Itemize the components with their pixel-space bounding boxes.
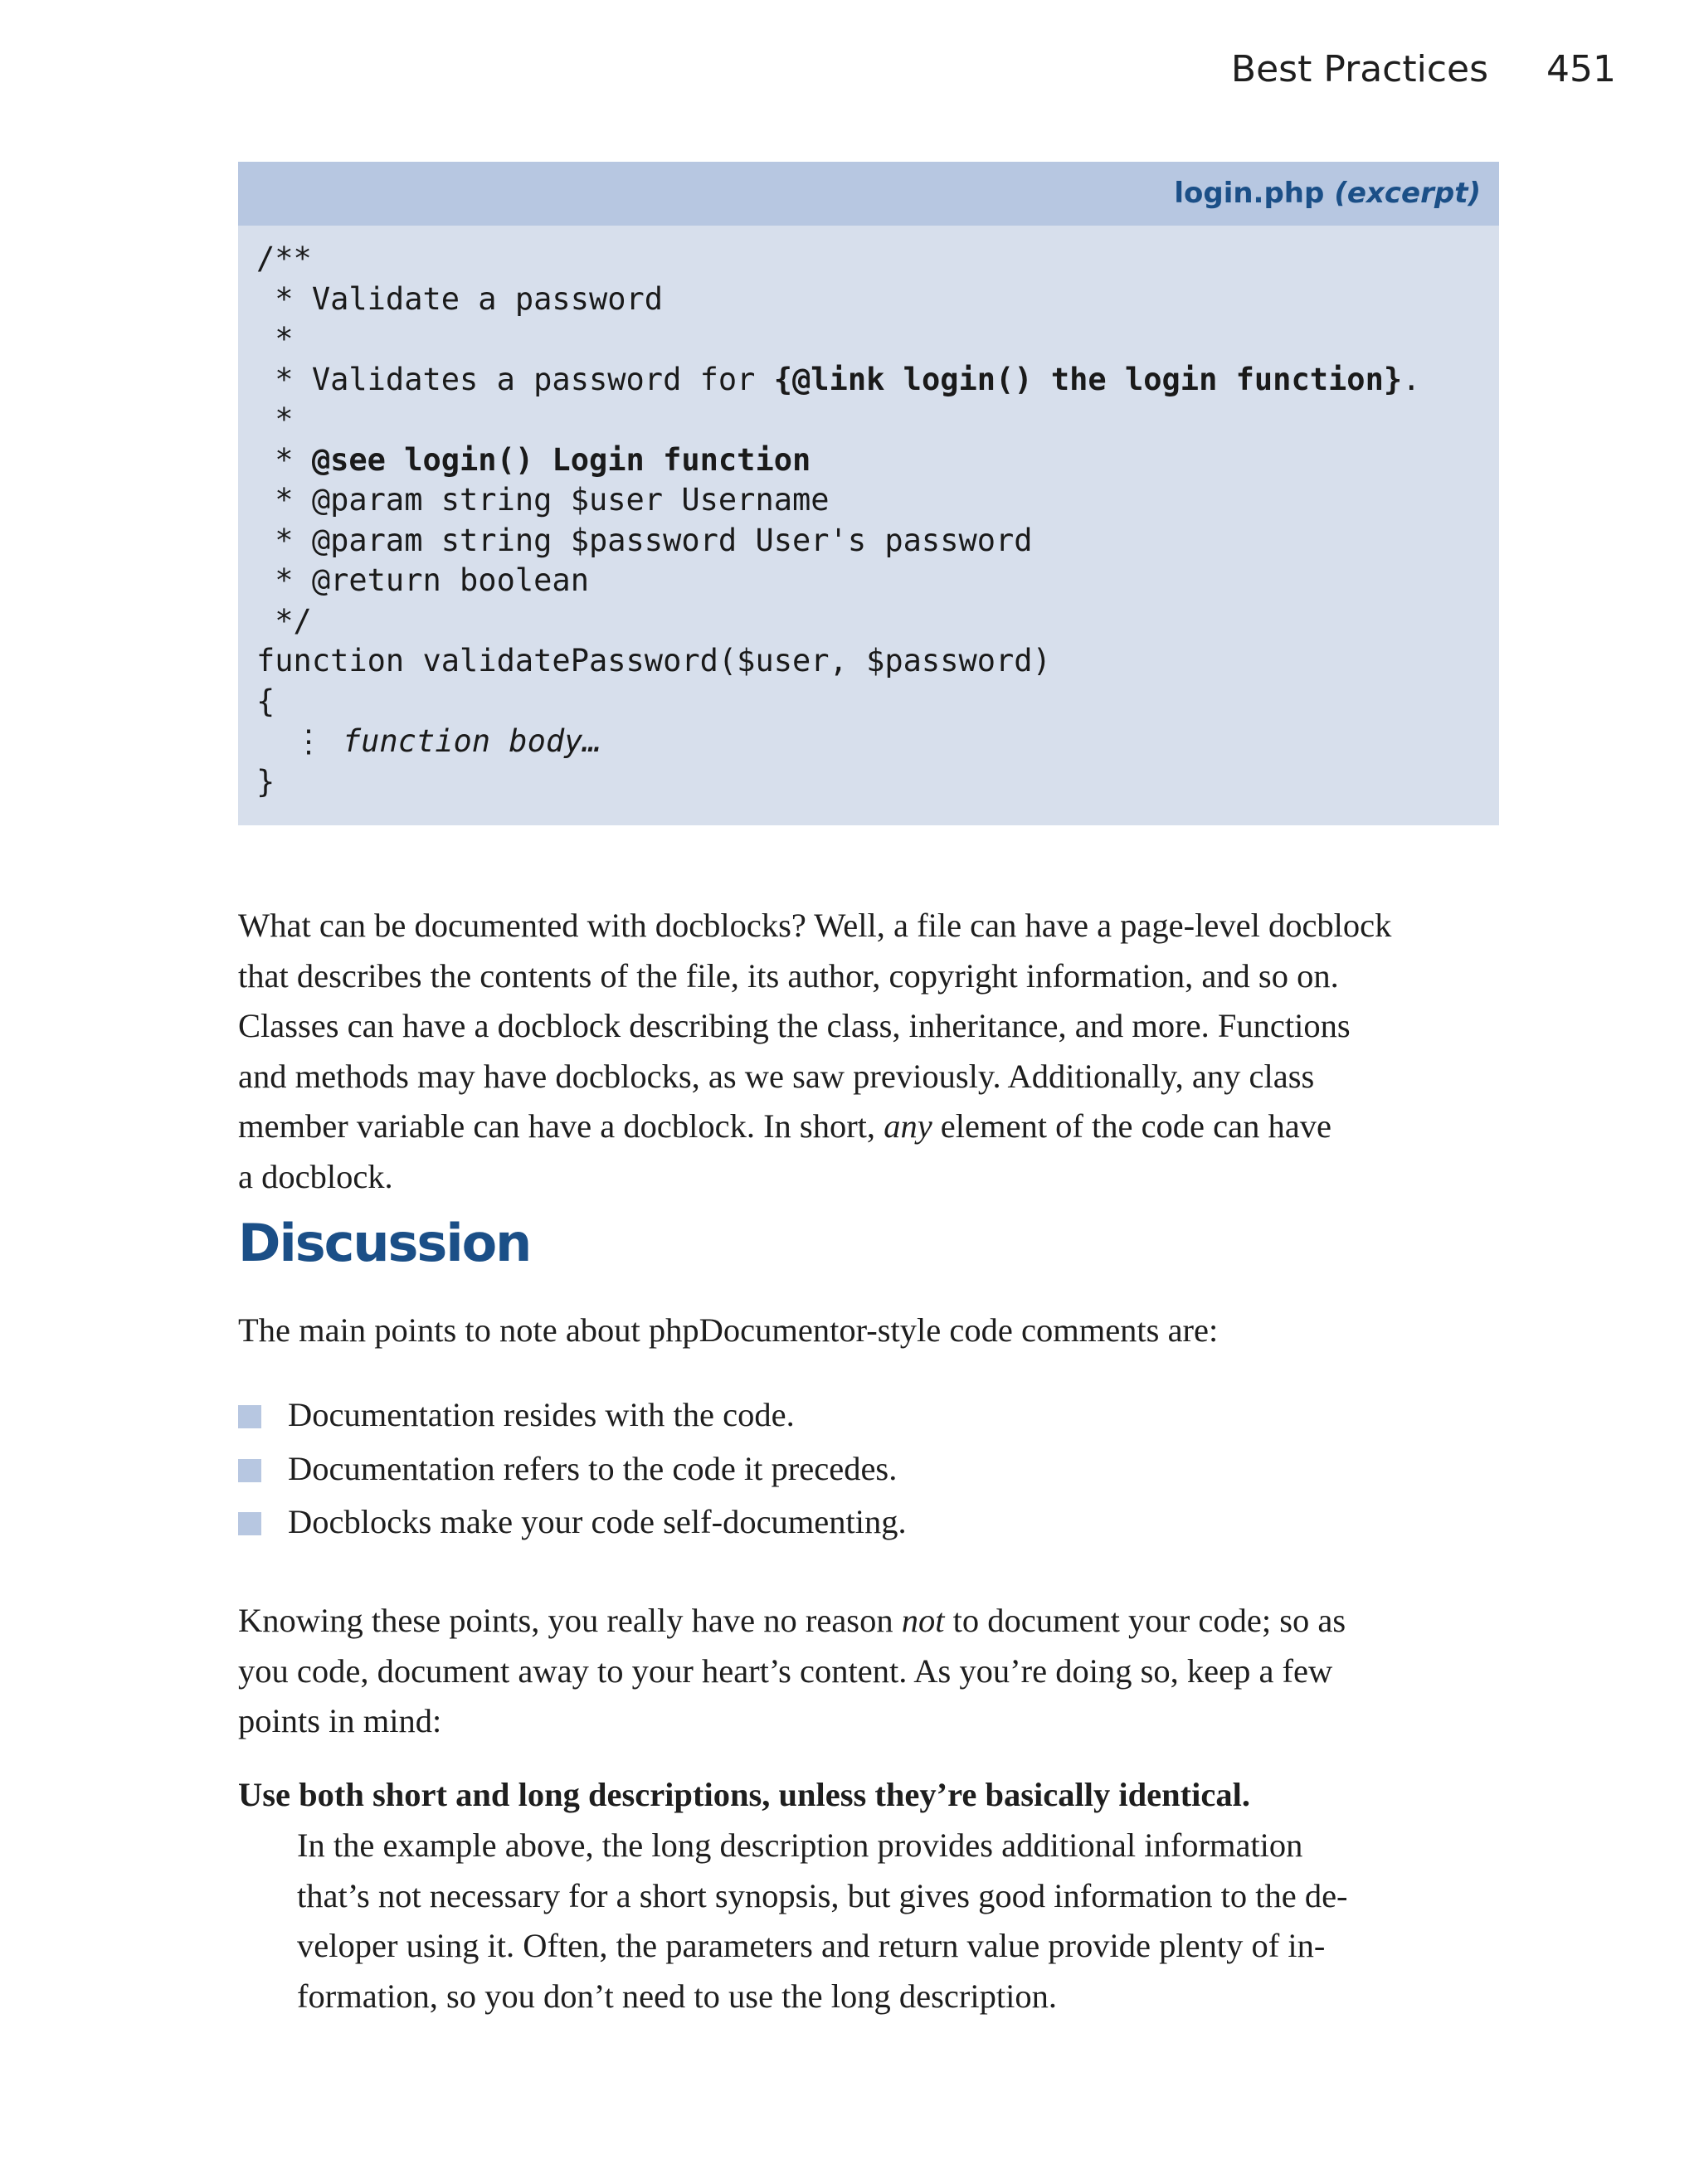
text-run: that’s not necessary for a short synopsis, but gives good information to the de- xyxy=(297,1876,1348,1914)
text-run: veloper using it. Often, the parameters and return value provide plenty of in- xyxy=(297,1927,1326,1964)
text-line xyxy=(238,1001,1503,1052)
text-line xyxy=(238,1647,1503,1697)
text-line xyxy=(297,1871,1508,1922)
code-segment: {@link login() the login function} xyxy=(773,361,1403,397)
code-line xyxy=(256,762,1420,803)
code-segment: * @return boolean xyxy=(256,562,589,598)
text-run: any xyxy=(884,1107,932,1145)
bullet-list xyxy=(238,1389,907,1549)
section-heading: Discussion xyxy=(238,1213,531,1273)
code-segment: function validatePassword($user, $password) xyxy=(256,643,1051,679)
text-run: member variable can have a docblock. In short, xyxy=(238,1107,884,1145)
text-line xyxy=(238,1152,1503,1203)
running-header xyxy=(1231,48,1616,90)
code-segment: * @param string $user Username xyxy=(256,482,830,518)
list-item-text: Documentation refers to the code it precedes. xyxy=(288,1449,898,1487)
code-segment: * xyxy=(256,441,312,478)
code-listing xyxy=(238,162,1499,825)
text-run: a docblock. xyxy=(238,1157,393,1195)
code-line xyxy=(256,722,1420,762)
code-line xyxy=(256,440,1420,481)
code-segment: * Validate a password xyxy=(256,280,664,317)
code-segment: . xyxy=(1402,361,1421,397)
text-line xyxy=(238,1596,1503,1647)
code-line xyxy=(256,561,1420,601)
text-run: Classes can have a docblock describing the class, inheritance, and more. Functions xyxy=(238,1007,1351,1044)
code-line xyxy=(256,521,1420,562)
text-run: that describes the contents of the file, its author, copyright information, and so on. xyxy=(238,956,1339,995)
code-segment: } xyxy=(256,763,275,800)
code-segment: /** xyxy=(256,241,312,276)
listing-qualifier: (excerpt) xyxy=(1334,177,1481,210)
code-segment: * @param string $password User's password xyxy=(256,522,1033,558)
code-line xyxy=(256,601,1420,642)
list-item xyxy=(238,1496,907,1549)
code-segment: */ xyxy=(256,602,312,639)
text-run: not xyxy=(901,1602,945,1639)
text-line xyxy=(238,901,1503,951)
code-segment: * xyxy=(256,401,294,437)
code-block xyxy=(256,239,1420,802)
list-item xyxy=(238,1389,907,1442)
bullet-square-icon xyxy=(238,1459,261,1482)
text-run: points in mind: xyxy=(238,1702,442,1739)
definition-body xyxy=(297,1821,1508,2021)
bullet-square-icon xyxy=(238,1405,261,1428)
code-line xyxy=(256,360,1420,401)
text-line xyxy=(297,1821,1508,1871)
list-item-text: Documentation resides with the code. xyxy=(288,1396,795,1433)
text-line xyxy=(238,1052,1503,1102)
text-line xyxy=(238,1102,1503,1152)
code-segment: @see login() Login function xyxy=(311,441,811,478)
text-run: and methods may have docblocks, as we saw previously. Additionally, any class xyxy=(238,1057,1315,1095)
text-run: to document your code; so as xyxy=(944,1602,1346,1639)
body-paragraph-2 xyxy=(238,1596,1503,1747)
text-line xyxy=(238,951,1503,1002)
code-line xyxy=(256,319,1420,360)
text-run: element of the code can have xyxy=(932,1107,1331,1145)
text-line xyxy=(238,1696,1503,1747)
code-segment: * Validates a password for xyxy=(256,361,774,397)
bullet-square-icon xyxy=(238,1512,261,1535)
code-line xyxy=(256,239,1420,280)
text-run: formation, so you don’t need to use the long description. xyxy=(297,1977,1057,2015)
text-line xyxy=(297,1972,1508,2022)
intro-paragraph: The main points to note about phpDocumentor-style code comments are: xyxy=(238,1311,1219,1349)
definition-term: Use both short and long descriptions, unless they’re basically identical. xyxy=(238,1776,1250,1813)
list-item-text: Docblocks make your code self-documenting. xyxy=(288,1503,907,1540)
listing-caption xyxy=(238,162,1499,226)
listing-filename: login.php xyxy=(1174,177,1325,210)
text-line xyxy=(297,1921,1508,1972)
text-run: In the example above, the long description provides additional information xyxy=(297,1826,1303,1864)
code-line xyxy=(256,280,1420,320)
code-segment: function body… xyxy=(342,723,601,759)
body-paragraph xyxy=(238,901,1503,1202)
text-run: Knowing these points, you really have no reason xyxy=(238,1602,902,1639)
section-title: Best Practices xyxy=(1230,48,1489,90)
code-segment: * xyxy=(256,321,294,357)
code-line xyxy=(256,480,1420,521)
list-item xyxy=(238,1442,907,1496)
code-segment: ⋮ xyxy=(256,723,343,759)
code-segment: { xyxy=(256,683,275,719)
text-run: you code, document away to your heart’s content. As you’re doing so, keep a few xyxy=(238,1651,1333,1690)
code-line xyxy=(256,641,1420,682)
text-run: What can be documented with docblocks? Well, a file can have a page-level docblock xyxy=(238,907,1392,944)
page-number: 451 xyxy=(1546,48,1616,90)
code-line xyxy=(256,682,1420,722)
code-line xyxy=(256,400,1420,440)
